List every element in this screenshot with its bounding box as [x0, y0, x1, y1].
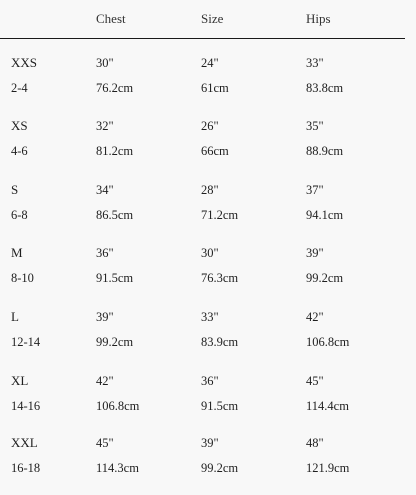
chest-inches: 42": [96, 374, 114, 388]
chest-cm: 91.5cm: [96, 271, 134, 285]
size-chart-header: [0, 0, 416, 38]
chest-cm: 99.2cm: [96, 335, 134, 349]
chest-cm: 86.5cm: [96, 208, 134, 222]
size-cm: 91.5cm: [201, 399, 239, 413]
hips-cm: 99.2cm: [306, 271, 344, 285]
table-row: [0, 373, 416, 433]
hips-cm: 121.9cm: [306, 461, 350, 475]
hips-cm: 106.8cm: [306, 335, 350, 349]
chest-cm: 81.2cm: [96, 144, 134, 158]
hips-inches: 33": [306, 56, 324, 70]
us-size-range: 8-10: [11, 271, 34, 285]
header-hips: Hips: [306, 11, 331, 26]
chest-inches: 45": [96, 436, 114, 450]
size-inches: 33": [201, 310, 219, 324]
size-cm: 71.2cm: [201, 208, 239, 222]
size-cm: 99.2cm: [201, 461, 239, 475]
size-inches: 39": [201, 436, 219, 450]
hips-inches: 48": [306, 436, 324, 450]
chest-cm: 106.8cm: [96, 399, 140, 413]
chest-cm: 114.3cm: [96, 461, 139, 475]
size-label: XXS: [11, 55, 38, 70]
us-size-range: 12-14: [11, 335, 41, 349]
header-divider: [0, 38, 405, 39]
hips-inches: 35": [306, 119, 324, 133]
table-row: [0, 182, 416, 242]
hips-cm: 94.1cm: [306, 208, 344, 222]
table-row: [0, 309, 416, 369]
header-size: Size: [201, 11, 224, 26]
hips-inches: 37": [306, 183, 324, 197]
hips-inches: 45": [306, 374, 324, 388]
chest-inches: 39": [96, 310, 114, 324]
size-label: L: [11, 309, 19, 324]
table-row: [0, 118, 416, 178]
size-cm: 61cm: [201, 81, 229, 95]
table-row: [0, 55, 416, 115]
size-inches: 24": [201, 56, 219, 70]
us-size-range: 4-6: [11, 144, 28, 158]
us-size-range: 14-16: [11, 399, 41, 413]
us-size-range: 2-4: [11, 81, 28, 95]
hips-cm: 83.8cm: [306, 81, 344, 95]
size-label: S: [11, 182, 19, 197]
header-chest: Chest: [96, 11, 126, 26]
size-label: M: [11, 245, 23, 260]
hips-inches: 39": [306, 246, 324, 260]
size-inches: 26": [201, 119, 219, 133]
hips-inches: 42": [306, 310, 324, 324]
size-cm: 76.3cm: [201, 271, 239, 285]
chest-inches: 32": [96, 119, 114, 133]
chest-inches: 36": [96, 246, 114, 260]
size-inches: 30": [201, 246, 219, 260]
size-label: XS: [11, 118, 28, 133]
hips-cm: 88.9cm: [306, 144, 344, 158]
size-cm: 83.9cm: [201, 335, 239, 349]
chest-inches: 34": [96, 183, 114, 197]
us-size-range: 6-8: [11, 208, 28, 222]
chest-cm: 76.2cm: [96, 81, 134, 95]
chest-inches: 30": [96, 56, 114, 70]
size-label: XL: [11, 373, 29, 388]
table-row: [0, 245, 416, 305]
size-cm: 66cm: [201, 144, 229, 158]
size-label: XXL: [11, 435, 38, 450]
table-row: [0, 435, 416, 495]
hips-cm: 114.4cm: [306, 399, 349, 413]
size-inches: 36": [201, 374, 219, 388]
us-size-range: 16-18: [11, 461, 41, 475]
size-inches: 28": [201, 183, 219, 197]
